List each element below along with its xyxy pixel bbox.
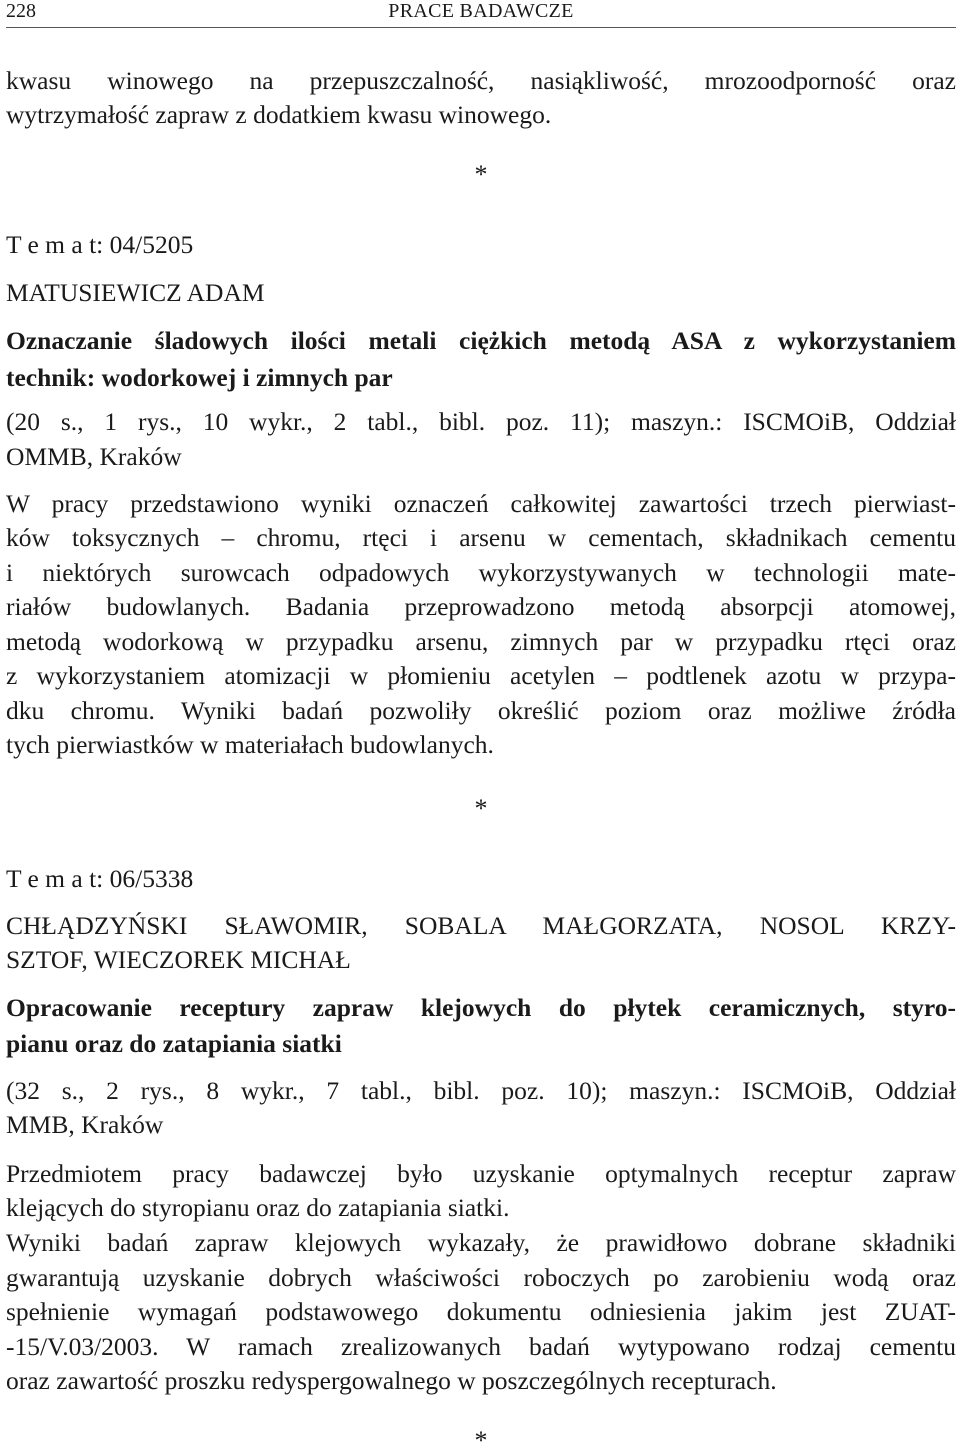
separator-asterisk: * (474, 160, 488, 189)
entry-title-line: pianu oraz do zatapiania siatki (6, 1029, 342, 1058)
document-page (6, 0, 956, 1453)
bibliographic-line: (32 s., 2 rys., 8 wykr., 7 tabl., bibl. poz. 10); maszyn.: ISCMOiB, Oddział (6, 1076, 956, 1105)
temat-number: 06/5338 (109, 864, 194, 893)
intro-line: wytrzymałość zapraw z dodatkiem kwasu winowego. (6, 100, 552, 129)
separator-asterisk: * (474, 1426, 488, 1455)
section-title: PRACE BADAWCZE (388, 0, 574, 22)
bibliographic-line: MMB, Kraków (6, 1110, 164, 1139)
abstract-line: dku chromu. Wyniki badań pozwoliły określić poziom oraz możliwe źródła (6, 696, 956, 725)
abstract-line: spełnienie wymagań podstawowego dokumentu odniesienia jakim jest ZUAT- (6, 1297, 956, 1326)
bibliographic-line: (20 s., 1 rys., 10 wykr., 2 tabl., bibl. poz. 11); maszyn.: ISCMOiB, Oddział (6, 407, 956, 436)
temat-label: T e m a t: (6, 230, 104, 259)
abstract-line: metodą wodorkową w przypadku arsenu, zimnych par w przypadku rtęci oraz (6, 627, 956, 656)
temat-line (6, 862, 956, 896)
page-number: 228 (6, 0, 36, 22)
abstract-line: W pracy przedstawiono wyniki oznaczeń całkowitej zawartości trzech pierwiast- (6, 489, 956, 518)
bibliographic-line: OMMB, Kraków (6, 442, 182, 471)
separator-asterisk: * (474, 794, 488, 823)
abstract-line: Wyniki badań zapraw klejowych wykazały, że prawidłowo dobrane składniki (6, 1228, 956, 1257)
abstract-line: gwarantują uzyskanie dobrych właściwości roboczych po zarobieniu wodą oraz (6, 1263, 956, 1292)
abstract-line: z wykorzystaniem atomizacji w płomieniu acetylen – podtlenek azotu w przypa- (6, 661, 956, 690)
running-header (6, 0, 956, 28)
abstract-line: Przedmiotem pracy badawczej było uzyskanie optymalnych receptur zapraw (6, 1159, 956, 1188)
abstract-line: oraz zawartość proszku redyspergowalnego w poszczególnych recepturach. (6, 1366, 777, 1395)
abstract-line: riałów budowlanych. Badania przeprowadzono metodą absorpcji atomowej, (6, 592, 956, 621)
abstract-line: klejących do styropianu oraz do zatapiania siatki. (6, 1193, 510, 1222)
entry-title-line: technik: wodorkowej i zimnych par (6, 363, 393, 392)
entry-title-line: Oznaczanie śladowych ilości metali ciężkich metodą ASA z wykorzystaniem (6, 326, 956, 355)
abstract-line: i niektórych surowcach odpadowych wykorzystywanych w technologii mate- (6, 558, 956, 587)
entry-title-line: Opracowanie receptury zapraw klejowych do płytek ceramicznych, styro- (6, 993, 956, 1022)
author-line: CHŁĄDZYŃSKI SŁAWOMIR, SOBALA MAŁGORZATA, NOSOL KRZY- (6, 911, 956, 940)
abstract-line: tych pierwiastków w materiałach budowlanych. (6, 730, 494, 759)
author-line: SZTOF, WIECZOREK MICHAŁ (6, 945, 351, 974)
intro-line: kwasu winowego na przepuszczalność, nasiąkliwość, mrozoodporność oraz (6, 66, 956, 95)
author-line: MATUSIEWICZ ADAM (6, 278, 265, 307)
temat-number: 04/5205 (109, 230, 194, 259)
abstract-line: ków toksycznych – chromu, rtęci i arsenu w cementach, składnikach cementu (6, 523, 956, 552)
temat-line (6, 228, 956, 262)
abstract-line: -15/V.03/2003. W ramach zrealizowanych badań wytypowano rodzaj cementu (6, 1332, 956, 1361)
temat-label: T e m a t: (6, 864, 104, 893)
